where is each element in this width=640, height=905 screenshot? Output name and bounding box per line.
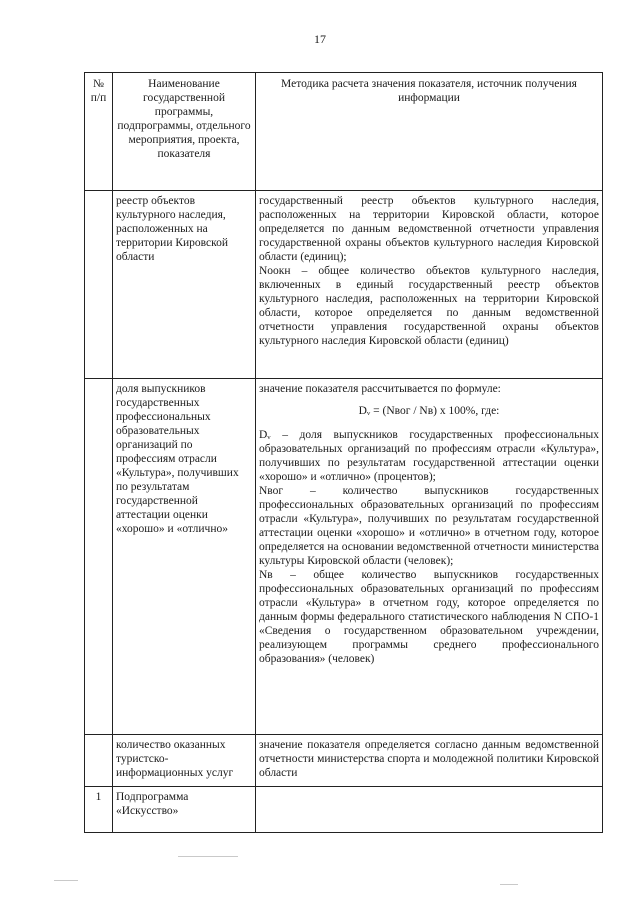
scan-speck (178, 856, 238, 857)
row-name: Подпрограмма «Искусство» (113, 787, 256, 833)
row-number: 1 (85, 787, 113, 833)
row-name: реестр объектов культурного наследия, расположенных на территории Кировской области (113, 191, 256, 379)
row-name: доля выпускников государственных профессиональных образовательных организаций по профессиям отрасли «Культура», получивших по результатам государственной аттестации оценки «хорошо» и «отлично» (113, 379, 256, 735)
table-row (85, 735, 603, 787)
header-name: Наименование государственной программы, подпрограммы, отдельного мероприятия, проекта, показателя (113, 73, 256, 191)
method-paragraph: Nв – общее количество выпускников государственных профессиональных образовательных организаций по профессиям отрасли «Культура» в отчетном году, которое определяется по данным формы федерального статистического наблюдения N СПО-1 «Сведения о государственном образовательном учреждении, реализующем программы среднего профессионального образования» (человек) (259, 569, 599, 666)
method-paragraph: Dᵥ – доля выпускников государственных профессиональных образовательных организаций по профессиям отрасли «Культура», получивших по результатам государственной аттестации оценки «хорошо» и «отлично» (процентов); (259, 429, 599, 484)
scan-speck (500, 884, 518, 885)
row-method (256, 735, 603, 787)
scan-speck (54, 880, 78, 881)
method-paragraph: Nоокн – общее количество объектов культурного наследия, включенных в единый государственный реестр объектов культурного наследия, расположенных на территории Кировской области, которое определяется по данным ведомственной отчетности управления государственной охраны объектов культурного наследия Кировской области (единиц) (259, 265, 599, 348)
row-number (85, 379, 113, 735)
row-name: количество оказанных туристско-информационных услуг (113, 735, 256, 787)
row-method (256, 379, 603, 735)
method-paragraph: Nвог – количество выпускников государственных профессиональных образовательных организаций по профессиям отрасли «Культура», получивших по результатам государственной аттестации оценки «хорошо» и «отлично» в отчетном году, которое определяется на основании ведомственной отчетности министерства культуры Кировской области (человек); (259, 485, 599, 568)
row-number (85, 735, 113, 787)
method-paragraph: значение показателя определяется согласно данным ведомственной отчетности министерства спорта и молодежной политики Кировской области (259, 739, 599, 780)
header-method: Методика расчета значения показателя, источник получения информации (256, 73, 603, 191)
table-row (85, 379, 603, 735)
method-paragraph: государственный реестр объектов культурного наследия, расположенных на территории Кировской области, которое определяется по данным ведомственной отчетности управления государственной охраны объектов культурного наследия Кировской области (единиц); (259, 195, 599, 264)
table-row (85, 787, 603, 833)
row-method (256, 787, 603, 833)
formula: Dᵥ = (Nвог / Nв) x 100%, где: (358, 405, 500, 418)
method-intro: значение показателя рассчитывается по формуле: (259, 383, 501, 395)
row-method (256, 191, 603, 379)
table-header-row (85, 73, 603, 191)
table-row (85, 191, 603, 379)
header-number: № п/п (85, 73, 113, 191)
indicator-table (84, 72, 603, 833)
page-number: 17 (314, 32, 326, 46)
row-number (85, 191, 113, 379)
